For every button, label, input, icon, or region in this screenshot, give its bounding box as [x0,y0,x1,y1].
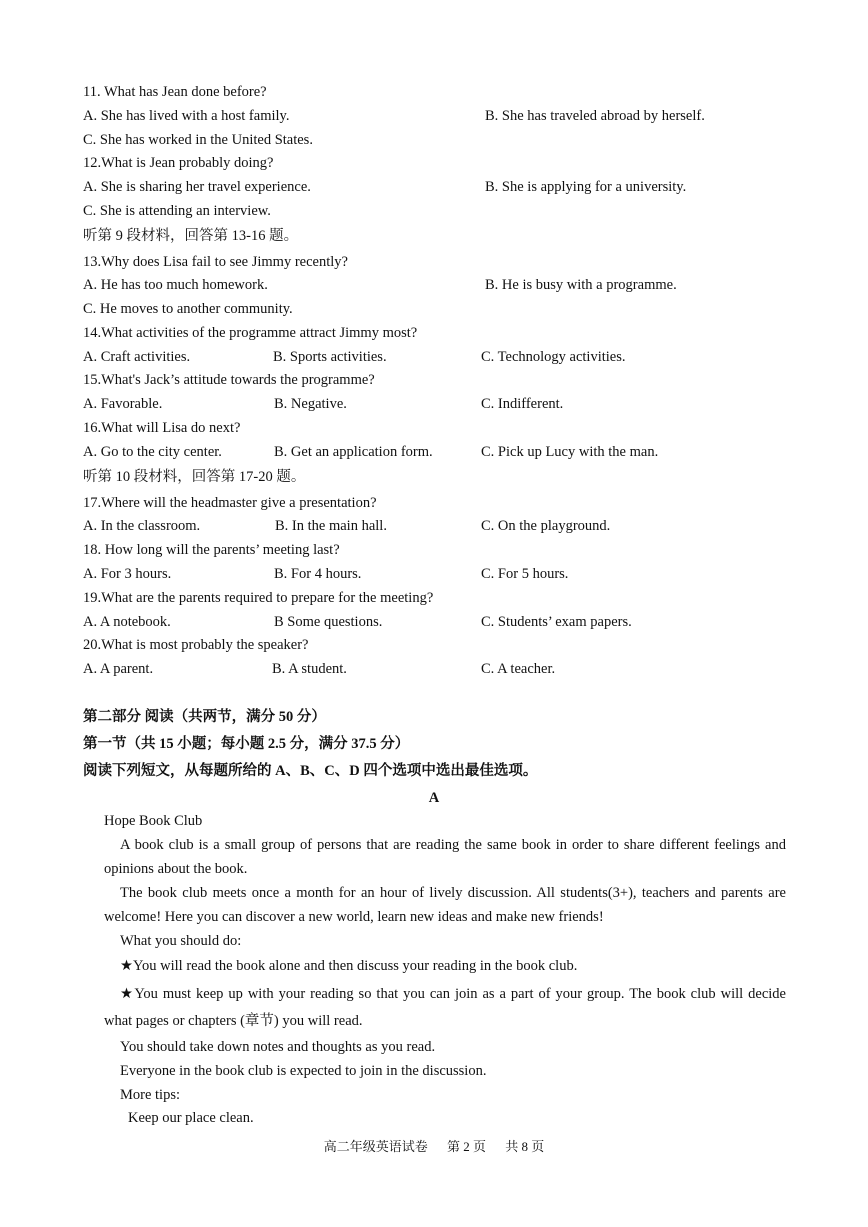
question-15-option-c: C. Indifferent. [481,396,564,412]
question-16-stem: 16.What will Lisa do next? [83,420,241,436]
passage-notes: You should take down notes and thoughts as you read. [120,1039,436,1055]
question-18-stem: 18. How long will the parents’ meeting last? [83,542,340,558]
question-11-option-b: B. She has traveled abroad by herself. [485,108,705,124]
question-16-option-c: C. Pick up Lucy with the man. [481,444,659,460]
passage-discussion: Everyone in the book club is expected to join in the discussion. [120,1063,487,1079]
passage-what-you-should-do: What you should do: [120,933,242,949]
question-14-stem: 14.What activities of the programme attract Jimmy most? [83,325,418,341]
question-16-option-a: A. Go to the city center. [83,444,222,460]
question-16-option-b: B. Get an application form. [274,444,433,460]
question-11-stem: 11. What has Jean done before? [83,84,267,100]
question-14-option-b: B. Sports activities. [273,349,387,365]
page-footer [0,1138,868,1156]
question-15-stem: 15.What's Jack’s attitude towards the programme? [83,372,375,388]
question-20-stem: 20.What is most probably the speaker? [83,637,309,653]
question-19-stem: 19.What are the parents required to prepare for the meeting? [83,590,434,606]
passage-bullet-2: ★You must keep up with your reading so that you can join as a part of your group. The book club will decide what pages or chapters (章节) you will read. [104,986,786,1029]
question-11-option-c: C. She has worked in the United States. [83,132,313,148]
question-14-option-c: C. Technology activities. [481,349,626,365]
footer-page-number: 第 2 页 [446,1139,486,1154]
question-15-option-a: A. Favorable. [83,396,163,412]
passage-bullet-1: ★You will read the book alone and then discuss your reading in the book club. [120,958,578,974]
passage-more-tips: More tips: [120,1087,181,1103]
passage-title: Hope Book Club [104,813,203,829]
question-12-stem: 12.What is Jean probably doing? [83,155,274,171]
question-17-stem: 17.Where will the headmaster give a presentation? [83,495,377,511]
question-12-option-a: A. She is sharing her travel experience. [83,179,311,195]
question-17-option-b: B. In the main hall. [275,518,387,534]
question-19-option-c: C. Students’ exam papers. [481,614,632,630]
question-20-option-a: A. A parent. [83,661,154,677]
question-18-option-b: B. For 4 hours. [274,566,362,582]
section-9-instruction: 听第 9 段材料，回答第 13-16 题。 [83,228,299,244]
reading-instruction: 阅读下列短文，从每题所给的 A、B、C、D 四个选项中选出最佳选项。 [83,763,538,779]
passage-paragraph-2: The book club meets once a month for an hour of lively discussion. All students(3+), teachers and parents are welcome! Here you can discover a new world, learn new ideas and make new friends! [104,885,786,925]
question-17-option-a: A. In the classroom. [83,518,201,534]
question-18-option-a: A. For 3 hours. [83,566,172,582]
question-11-option-a: A. She has lived with a host family. [83,108,290,124]
question-13-option-a: A. He has too much homework. [83,277,268,293]
footer-total-pages: 共 8 页 [505,1139,545,1154]
footer-exam-title: 高二年级英语试卷 [323,1139,428,1154]
question-14-option-a: A. Craft activities. [83,349,191,365]
question-20-option-c: C. A teacher. [481,661,556,677]
question-20-option-b: B. A student. [272,661,347,677]
question-15-option-b: B. Negative. [274,396,347,412]
section-1-heading: 第一节（共 15 小题；每小题 2.5 分，满分 37.5 分） [83,736,410,752]
question-19-option-b: B Some questions. [274,614,383,630]
passage-letter: A [428,790,440,806]
question-19-option-a: A. A notebook. [83,614,171,630]
question-12-option-b: B. She is applying for a university. [485,179,687,195]
question-18-option-c: C. For 5 hours. [481,566,569,582]
question-13-option-b: B. He is busy with a programme. [485,277,677,293]
question-17-option-c: C. On the playground. [481,518,611,534]
section-10-instruction: 听第 10 段材料，回答第 17-20 题。 [83,469,306,485]
part-2-title: 第二部分 阅读（共两节，满分 50 分） [83,709,326,725]
question-13-stem: 13.Why does Lisa fail to see Jimmy recently? [83,254,348,270]
question-13-option-c: C. He moves to another community. [83,301,293,317]
passage-paragraph-1: A book club is a small group of persons that are reading the same book in order to share different feelings and opinions about the book. [104,837,786,877]
passage-tip-clean: Keep our place clean. [128,1110,254,1126]
question-12-option-c: C. She is attending an interview. [83,203,271,219]
